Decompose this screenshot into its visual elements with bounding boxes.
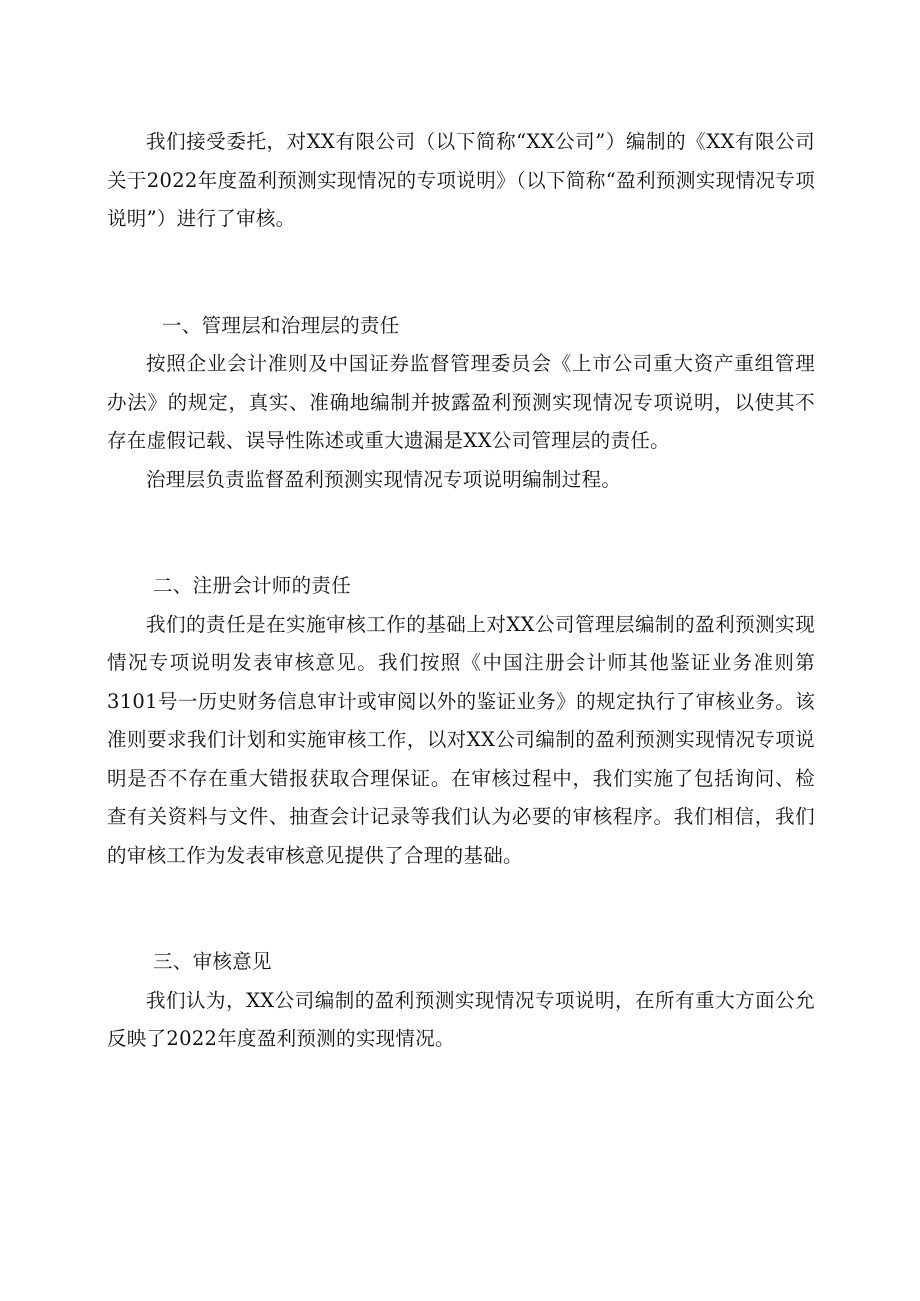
document-body — [107, 123, 815, 1059]
section-heading-opinion: 三、审核意见 — [153, 950, 272, 973]
intro-paragraph: 我们接受委托，对XX有限公司（以下简称“XX公司”）编制的《XX有限公司关于2022年度盈利预测实现情况的专项说明》（以下简称“盈利预测实现情况专项说明”）进行了审核。 — [107, 130, 815, 230]
section-heading-management: 一、管理层和治理层的责任 — [162, 313, 400, 337]
section-paragraph: 按照企业会计准则及中国证券监督管理委员会《上市公司重大资产重组管理办法》的规定，真实、准确地编制并披露盈利预测实现情况专项说明，以使其不存在虚假记载、误导性陈述或重大遗漏是XX公司管理层的责任。 — [107, 352, 815, 452]
section-paragraph: 治理层负责监督盈利预测实现情况专项说明编制过程。 — [146, 467, 622, 491]
section-heading-cpa: 二、注册会计师的责任 — [153, 574, 352, 597]
section-paragraph: 我们认为，XX公司编制的盈利预测实现情况专项说明，在所有重大方面公允反映了2022年度盈利预测的实现情况。 — [107, 988, 815, 1050]
section-paragraph: 我们的责任是在实施审核工作的基础上对XX公司管理层编制的盈利预测实现情况专项说明发表审核意见。我们按照《中国注册会计师其他鉴证业务准则第3101号一历史财务信息审计或审阅以外的鉴证业务》的规定执行了审核业务。该准则要求我们计划和实施审核工作，以对XX公司编制的盈利预测实现情况专项说明是否不存在重大错报获取合理保证。在审核过程中，我们实施了包括询问、检查有关资料与文件、抽查会计记录等我们认为必要的审核程序。我们相信，我们的审核工作为发表审核意见提供了合理的基础。 — [107, 612, 815, 867]
